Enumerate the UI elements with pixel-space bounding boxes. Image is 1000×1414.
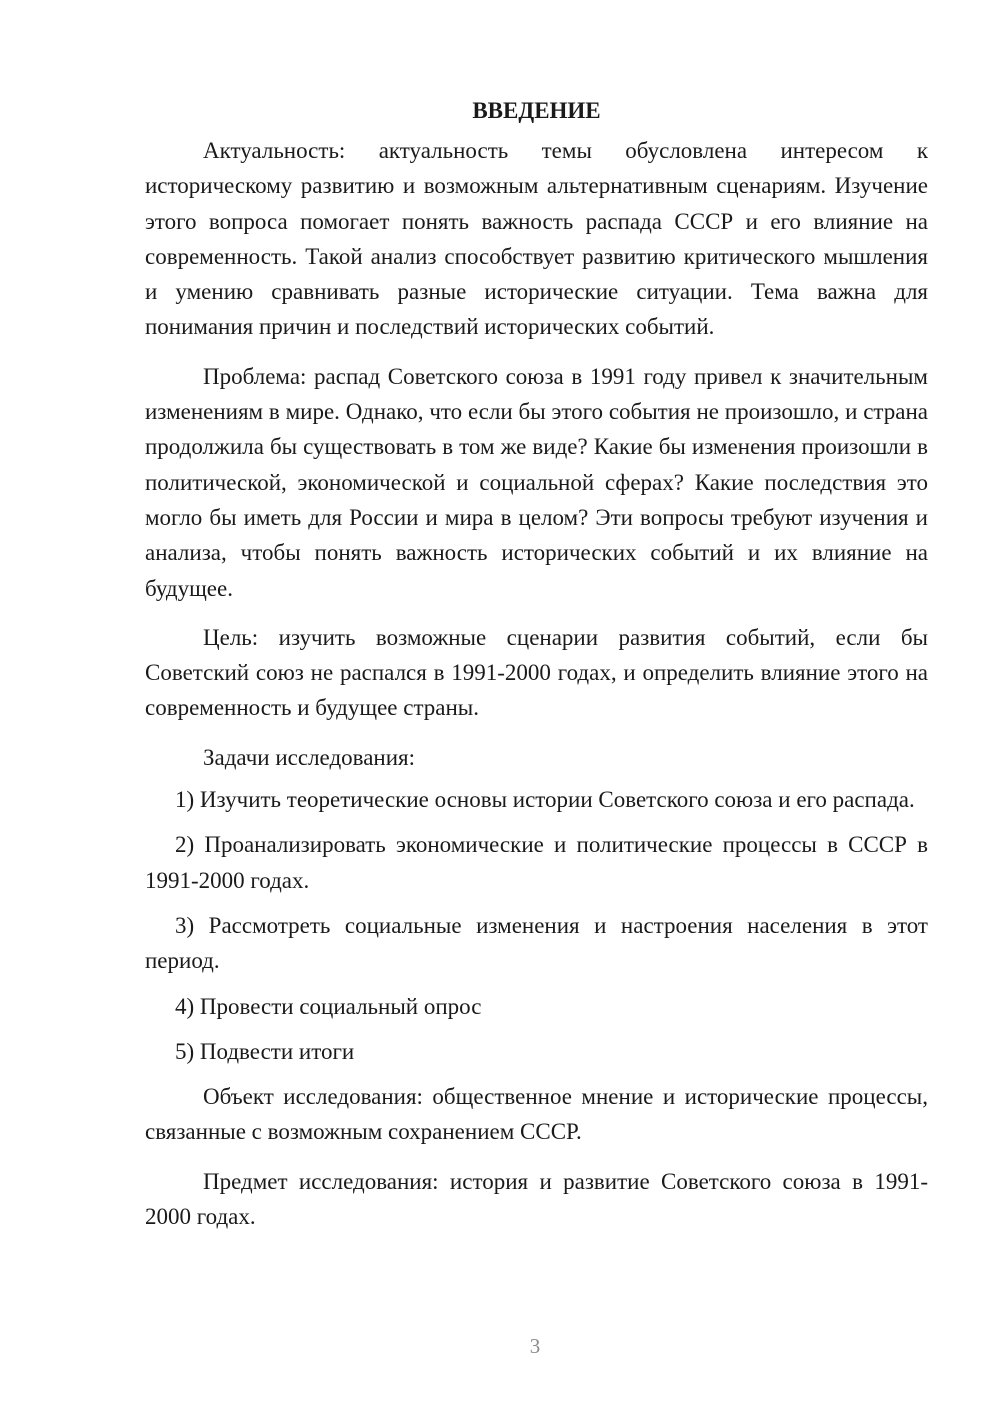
task-item-2: 2) Проанализировать экономические и политические процессы в СССР в 1991-2000 годах.	[145, 832, 928, 893]
document-page	[145, 96, 928, 1248]
tasks-heading: Задачи исследования:	[203, 744, 416, 770]
task-item-3: 3) Рассмотреть социальные изменения и настроения населения в этот период.	[145, 912, 928, 974]
paragraph-subject: Предмет исследования: история и развитие Советского союза в 1991-2000 годах.	[145, 1168, 928, 1230]
task-item-1: 1) Изучить теоретические основы истории Советского союза и его распада.	[175, 787, 915, 813]
task-item-5: 5) Подвести итоги	[175, 1038, 355, 1064]
paragraph-object: Объект исследования: общественное мнение и исторические процессы, связанные с возможным сохранением СССР.	[145, 1084, 928, 1145]
paragraph-problem: Проблема: распад Советского союза в 1991 году привел к значительным изменениям в мире. Однако, что если бы этого события не произошло, и страна продолжила бы существовать в том же виде? Какие бы изменения произошли в политической, экономической и социальной сферах? Какие последствия это могло бы иметь для России и мира в целом? Эти вопросы требуют изучения и анализа, чтобы понять важность исторических событий и их влияние на будущее.	[145, 363, 928, 601]
section-title: ВВЕДЕНИЕ	[472, 98, 601, 123]
paragraph-goal: Цель: изучить возможные сценарии развития событий, если бы Советский союз не распался в 1991-2000 годах, и определить влияние этого на современность и будущее страны.	[145, 624, 928, 721]
page-number: 3	[529, 1334, 541, 1358]
paragraph-relevance: Актуальность: актуальность темы обусловлена интересом к историческому развитию и возможным альтернативным сценариям. Изучение этого вопроса помогает понять важность распада СССР и его влияние на современность. Такой анализ способствует развитию критического мышления и умению сравнивать разные исторические ситуации. Тема важна для понимания причин и последствий исторических событий.	[145, 138, 928, 340]
task-item-4: 4) Провести социальный опрос	[175, 993, 482, 1019]
